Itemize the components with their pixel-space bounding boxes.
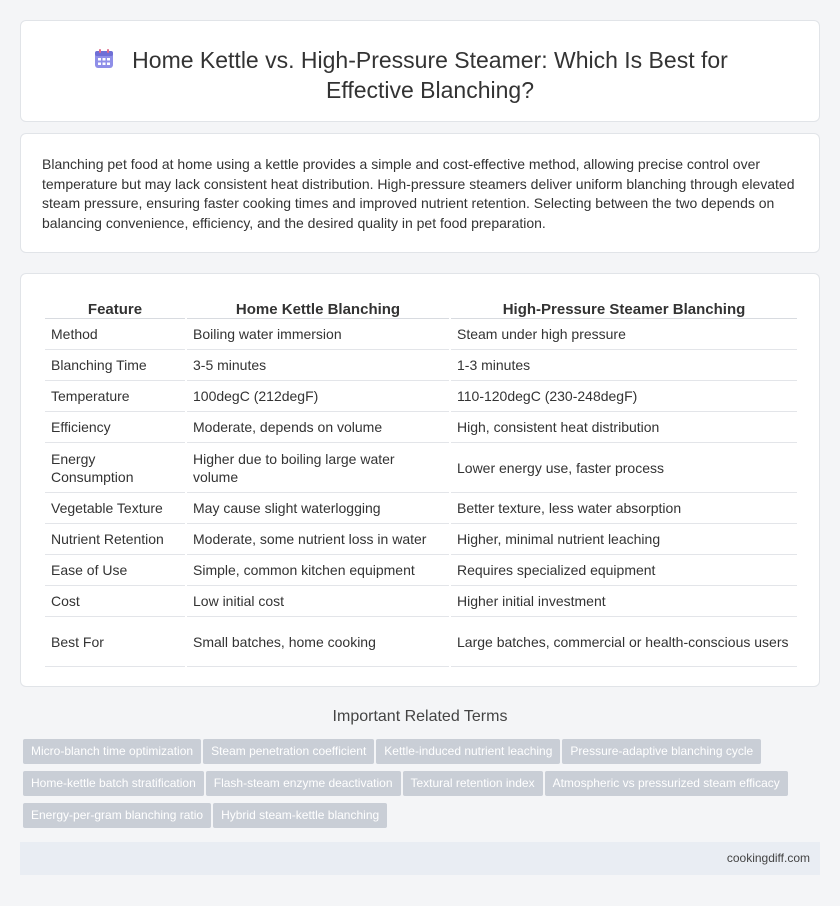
table-row bbox=[45, 586, 797, 617]
related-term-tag[interactable]: Kettle-induced nutrient leaching bbox=[376, 739, 560, 764]
kettle-cell: Boiling water immersion bbox=[187, 319, 449, 350]
table-row bbox=[45, 319, 797, 350]
feature-cell: Ease of Use bbox=[45, 555, 185, 586]
feature-cell: Temperature bbox=[45, 381, 185, 412]
feature-cell: Energy Consumption bbox=[45, 443, 185, 493]
kettle-cell: 100degC (212degF) bbox=[187, 381, 449, 412]
steamer-cell: Better texture, less water absorption bbox=[451, 493, 797, 524]
steamer-cell: 110-120degC (230-248degF) bbox=[451, 381, 797, 412]
steamer-cell: Higher, minimal nutrient leaching bbox=[451, 524, 797, 555]
title-card bbox=[20, 20, 820, 122]
feature-cell: Best For bbox=[45, 617, 185, 667]
feature-cell: Vegetable Texture bbox=[45, 493, 185, 524]
related-terms-heading: Important Related Terms bbox=[332, 708, 508, 725]
table-row bbox=[45, 350, 797, 381]
table-row bbox=[45, 555, 797, 586]
related-term-tag[interactable]: Micro-blanch time optimization bbox=[23, 739, 201, 764]
header-feature: Feature bbox=[45, 297, 185, 319]
feature-cell: Nutrient Retention bbox=[45, 524, 185, 555]
kettle-cell: Moderate, some nutrient loss in water bbox=[187, 524, 449, 555]
footer-site-link[interactable]: cookingdiff.com bbox=[726, 851, 810, 865]
comparison-table bbox=[43, 297, 799, 667]
feature-cell: Efficiency bbox=[45, 412, 185, 443]
comparison-card bbox=[20, 273, 820, 687]
table-row bbox=[45, 617, 797, 667]
related-term-tag[interactable]: Atmospheric vs pressurized steam efficacy bbox=[545, 771, 788, 796]
table-row bbox=[45, 412, 797, 443]
kettle-cell: Low initial cost bbox=[187, 586, 449, 617]
kettle-cell: Simple, common kitchen equipment bbox=[187, 555, 449, 586]
table-row bbox=[45, 524, 797, 555]
feature-cell: Method bbox=[45, 319, 185, 350]
related-term-tag[interactable]: Pressure-adaptive blanching cycle bbox=[562, 739, 761, 764]
kettle-cell: Higher due to boiling large water volume bbox=[187, 443, 449, 493]
steamer-cell: Steam under high pressure bbox=[451, 319, 797, 350]
intro-text: Blanching pet food at home using a kettle provides a simple and cost-effective method, allowing precise control over temperature but may lack consistent heat distribution. High-pressure steamers deliver uniform blanching through elevated steam pressure, ensuring faster cooking times and improved nutrient retention. Selecting between the two depends on balancing convenience, efficiency, and the desired quality in pet food preparation. bbox=[42, 156, 795, 231]
related-term-tag[interactable]: Energy-per-gram blanching ratio bbox=[23, 803, 211, 828]
table-row bbox=[45, 381, 797, 412]
header-high-pressure-steamer: High-Pressure Steamer Blanching bbox=[451, 297, 797, 319]
steamer-cell: 1-3 minutes bbox=[451, 350, 797, 381]
table-row bbox=[45, 493, 797, 524]
kettle-cell: 3-5 minutes bbox=[187, 350, 449, 381]
related-term-tag[interactable]: Steam penetration coefficient bbox=[203, 739, 374, 764]
table-header-row bbox=[45, 297, 797, 319]
intro-card bbox=[20, 133, 820, 253]
steamer-cell: Large batches, commercial or health-conscious users bbox=[451, 617, 797, 667]
header-home-kettle: Home Kettle Blanching bbox=[187, 297, 449, 319]
related-term-tag[interactable]: Hybrid steam-kettle blanching bbox=[213, 803, 387, 828]
steamer-cell: Lower energy use, faster process bbox=[451, 443, 797, 493]
table-row bbox=[45, 443, 797, 493]
steamer-cell: High, consistent heat distribution bbox=[451, 412, 797, 443]
steamer-cell: Higher initial investment bbox=[451, 586, 797, 617]
feature-cell: Cost bbox=[45, 586, 185, 617]
related-term-tag[interactable]: Home-kettle batch stratification bbox=[23, 771, 204, 796]
steamer-cell: Requires specialized equipment bbox=[451, 555, 797, 586]
page-title: Home Kettle vs. High-Pressure Steamer: Which Is Best for Effective Blanching? bbox=[132, 47, 728, 103]
related-terms-list bbox=[23, 739, 823, 835]
related-term-tag[interactable]: Textural retention index bbox=[403, 771, 543, 796]
kettle-cell: Small batches, home cooking bbox=[187, 617, 449, 667]
footer bbox=[20, 842, 820, 875]
related-term-tag[interactable]: Flash-steam enzyme deactivation bbox=[206, 771, 401, 796]
feature-cell: Blanching Time bbox=[45, 350, 185, 381]
kettle-cell: May cause slight waterlogging bbox=[187, 493, 449, 524]
kettle-cell: Moderate, depends on volume bbox=[187, 412, 449, 443]
